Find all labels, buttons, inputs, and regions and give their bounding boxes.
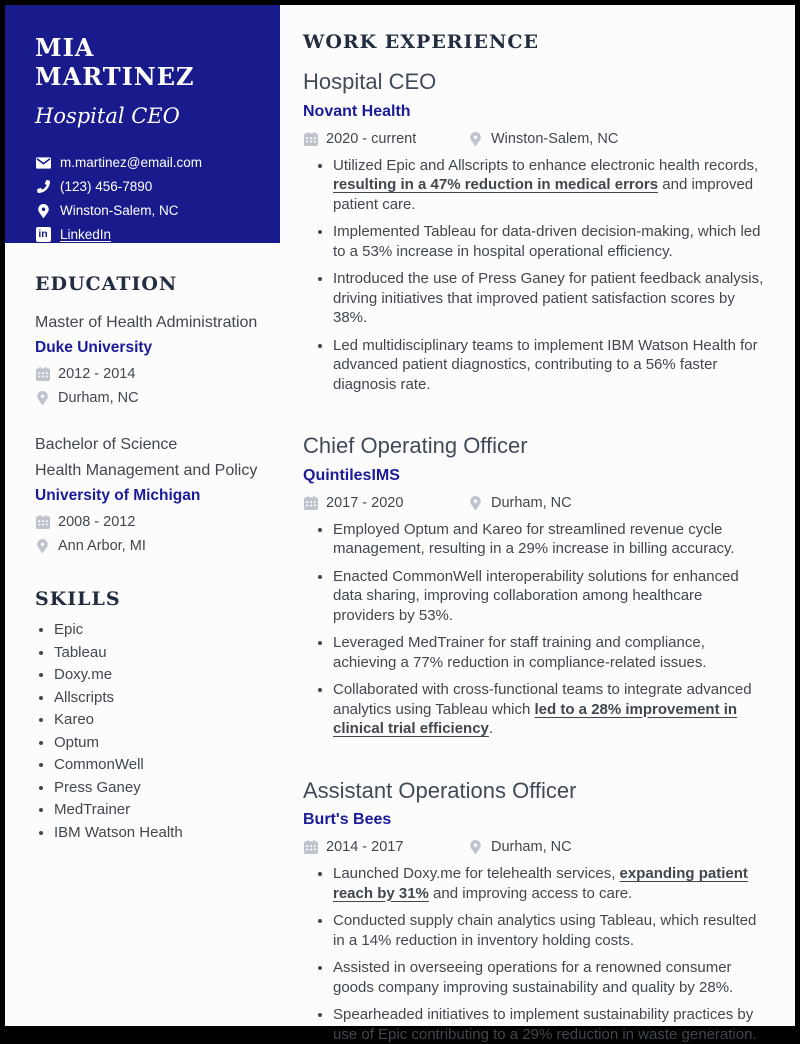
- map-pin-icon: [468, 840, 483, 854]
- degree-name: Health Management and Policy: [35, 459, 262, 482]
- skill-item: • Tableau: [54, 645, 262, 660]
- meta-row: [468, 131, 618, 147]
- job-bullets: [303, 156, 764, 395]
- education-dates: 2008 - 2012: [58, 514, 135, 530]
- job-bullet: [333, 269, 764, 328]
- meta-row: [468, 495, 572, 511]
- education-heading: EDUCATION: [35, 273, 262, 295]
- resume-page: [5, 5, 795, 1026]
- bullet-text: Leveraged MedTrainer for staff training and compliance, achieving a 77% reduction in compliance-related issues.: [333, 634, 707, 671]
- education-entry: [35, 433, 262, 554]
- calendar-icon: [303, 840, 318, 854]
- job-bullet: [333, 567, 764, 626]
- calendar-icon: [303, 496, 318, 510]
- bullet-text: Spearheaded initiatives to implement sustainability practices by use of Epic contributing to a 29% reduction in waste generation.: [333, 1006, 757, 1043]
- contact-email: [35, 155, 262, 170]
- job-meta: [303, 495, 764, 511]
- contact-phone-text: (123) 456-7890: [60, 179, 152, 194]
- bullet-text: Implemented Tableau for data-driven decision-making, which led to a 53% increase in hospital operational efficiency.: [333, 223, 760, 260]
- skill-item: • Optum: [54, 735, 262, 750]
- job-entry: [303, 777, 764, 1044]
- job-meta: [303, 131, 764, 147]
- job-location: Durham, NC: [491, 839, 572, 855]
- job-meta: [303, 839, 764, 855]
- contact-linkedin[interactable]: [35, 227, 262, 242]
- skill-item: • IBM Watson Health: [54, 825, 262, 840]
- bullet-text: Utilized Epic and Allscripts to enhance electronic health records,: [333, 157, 758, 174]
- work-experience-section: [280, 5, 795, 1026]
- school-name: University of Michigan: [35, 487, 262, 505]
- jobs: [303, 68, 764, 1044]
- meta-row: [303, 131, 468, 147]
- job-bullet: [333, 336, 764, 395]
- job-location: Durham, NC: [491, 495, 572, 511]
- map-pin-icon: [468, 496, 483, 510]
- degree-name: Bachelor of Science: [35, 433, 262, 456]
- envelope-icon: [35, 157, 51, 169]
- skill-item: • Press Ganey: [54, 780, 262, 795]
- highlighted-text: expanding patient reach by 31%: [333, 865, 748, 902]
- skills-list: [35, 622, 262, 840]
- left-content: [5, 273, 280, 840]
- job-bullet: [333, 633, 764, 672]
- meta-row: [303, 839, 468, 855]
- job-location: Winston-Salem, NC: [491, 131, 618, 147]
- person-name: MIA MARTINEZ: [35, 33, 262, 91]
- meta-row: [35, 514, 262, 530]
- meta-row: [303, 495, 468, 511]
- job-bullet: [333, 911, 764, 950]
- contact-location-text: Winston-Salem, NC: [60, 203, 179, 218]
- job-dates: 2020 - current: [326, 131, 416, 147]
- bullet-text: Led multidisciplinary teams to implement IBM Watson Health for advanced patient diagnostics, contributing to a 56% faster diagnosis rate.: [333, 337, 758, 393]
- degree-name: Master of Health Administration: [35, 311, 262, 334]
- job-bullet: [333, 680, 764, 739]
- meta-row: [35, 538, 262, 554]
- bullet-text: Conducted supply chain analytics using Tableau, which resulted in a 14% reduction in inventory holding costs.: [333, 912, 756, 949]
- company-name: Burt's Bees: [303, 811, 764, 829]
- job-title: Chief Operating Officer: [303, 432, 764, 460]
- linkedin-icon: in: [35, 227, 51, 242]
- bullet-text: Assisted in overseeing operations for a renowned consumer goods company improving sustainability and quality by 28%.: [333, 959, 733, 996]
- job-title: Assistant Operations Officer: [303, 777, 764, 805]
- contact-location: [35, 203, 262, 218]
- meta-row: [35, 390, 262, 406]
- company-name: Novant Health: [303, 103, 764, 121]
- bullet-text: Employed Optum and Kareo for streamlined revenue cycle management, resulting in a 29% increase in billing accuracy.: [333, 521, 735, 558]
- calendar-icon: [35, 367, 50, 381]
- bullet-text: Enacted CommonWell interoperability solutions for enhanced data sharing, improving collaboration among healthcare providers by 53%.: [333, 568, 739, 624]
- job-entry: [303, 432, 764, 739]
- job-bullet: [333, 156, 764, 215]
- meta-row: [35, 366, 262, 382]
- linkedin-link[interactable]: LinkedIn: [60, 227, 111, 242]
- job-bullet: [333, 1005, 764, 1044]
- skills-heading: SKILLS: [35, 588, 262, 610]
- education-location: Durham, NC: [58, 390, 139, 406]
- skill-item: • CommonWell: [54, 757, 262, 772]
- person-job-title: Hospital CEO: [35, 104, 262, 128]
- company-name: QuintilesIMS: [303, 467, 764, 485]
- job-bullet: [333, 520, 764, 559]
- job-title: Hospital CEO: [303, 68, 764, 96]
- map-pin-icon: [468, 132, 483, 146]
- map-pin-icon: [35, 391, 50, 405]
- work-experience-heading: WORK EXPERIENCE: [303, 31, 764, 53]
- contact-email-text: m.martinez@email.com: [60, 155, 202, 170]
- job-bullet: [333, 958, 764, 997]
- education-dates: 2012 - 2014: [58, 366, 135, 382]
- skill-item: • Kareo: [54, 712, 262, 727]
- phone-icon: [35, 180, 51, 193]
- job-entry: [303, 68, 764, 394]
- skill-item: • Allscripts: [54, 690, 262, 705]
- calendar-icon: [35, 515, 50, 529]
- job-bullet: [333, 222, 764, 261]
- bullet-text: and improving access to care.: [429, 885, 632, 902]
- skill-item: • Doxy.me: [54, 667, 262, 682]
- meta-row: [468, 839, 572, 855]
- job-bullets: [303, 520, 764, 739]
- skill-item: • MedTrainer: [54, 802, 262, 817]
- education-location: Ann Arbor, MI: [58, 538, 146, 554]
- map-pin-icon: [35, 539, 50, 553]
- highlighted-text: resulting in a 47% reduction in medical errors: [333, 176, 658, 193]
- skill-item: • Epic: [54, 622, 262, 637]
- contact-phone: [35, 179, 262, 194]
- bullet-text: .: [489, 720, 493, 737]
- job-dates: 2014 - 2017: [326, 839, 403, 855]
- bullet-text: Collaborated with cross-functional teams to integrate advanced analytics using Tableau which: [333, 681, 752, 718]
- job-dates: 2017 - 2020: [326, 495, 403, 511]
- map-pin-icon: [35, 204, 51, 218]
- header-block: [5, 5, 280, 243]
- education-entries: [35, 311, 262, 554]
- education-entry: [35, 311, 262, 406]
- bullet-text: Introduced the use of Press Ganey for patient feedback analysis, driving initiatives that improved patient satisfaction scores by 38%.: [333, 270, 763, 326]
- highlighted-text: led to a 28% improvement in clinical trial efficiency: [333, 701, 737, 738]
- job-bullet: [333, 864, 764, 903]
- bullet-text: and improved patient care.: [333, 176, 753, 213]
- job-bullets: [303, 864, 764, 1044]
- left-column: [5, 5, 280, 1026]
- bullet-text: Launched Doxy.me for telehealth services,: [333, 865, 620, 882]
- calendar-icon: [303, 132, 318, 146]
- school-name: Duke University: [35, 339, 262, 357]
- contact-list: [35, 155, 262, 242]
